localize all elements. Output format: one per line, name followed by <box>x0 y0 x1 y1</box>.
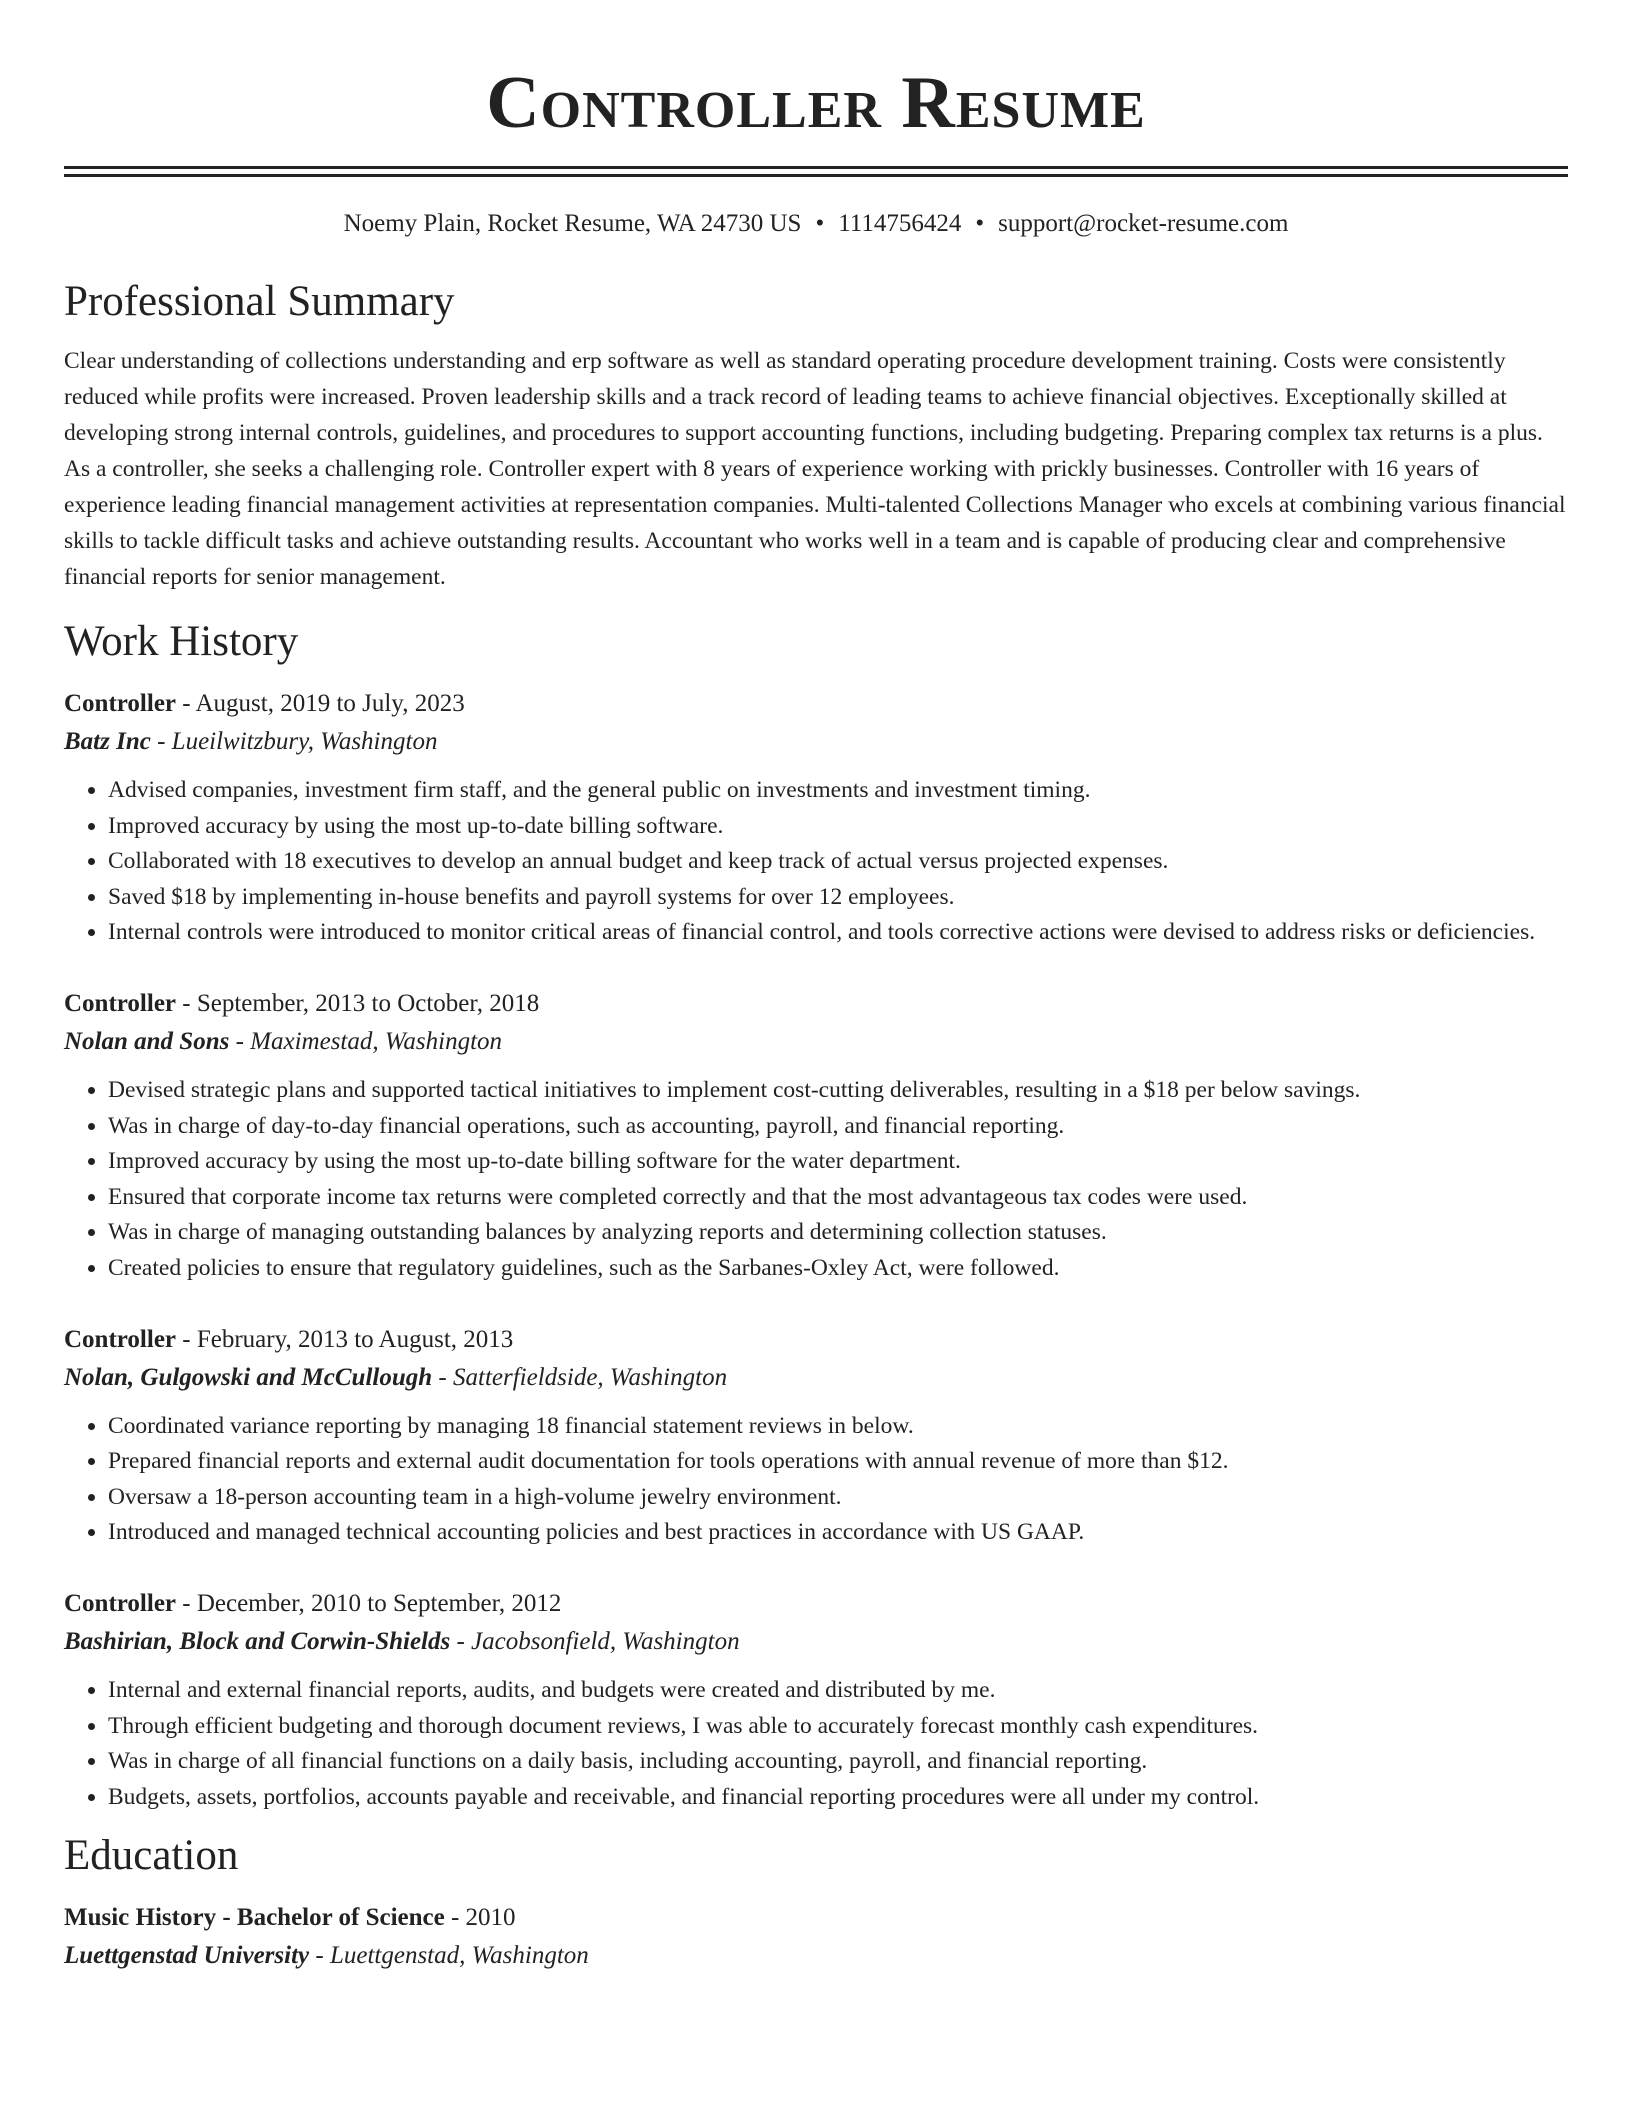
contact-separator: • <box>815 210 825 237</box>
job-bullet: • Collaborated with 18 executives to develop an annual budget and keep track of actual versus projected expenses. <box>108 844 1568 880</box>
job-title-line <box>64 985 1568 1023</box>
education-heading: Education <box>64 1832 239 1880</box>
job-bullet: • Introduced and managed technical accounting policies and best practices in accordance with US GAAP. <box>108 1515 1568 1551</box>
job-bullet: • Oversaw a 18-person accounting team in a high-volume jewelry environment. <box>108 1480 1568 1516</box>
job-title-line <box>64 685 1568 723</box>
job-bullet: • Improved accuracy by using the most up-to-date billing software. <box>108 809 1568 845</box>
company-name: Bashirian, Block and Corwin-Shields <box>64 1627 451 1655</box>
contact-address: Noemy Plain, Rocket Resume, WA 24730 US <box>343 210 802 237</box>
company-location: - Lueilwitzbury, Washington <box>150 728 438 755</box>
job-bullet: • Improved accuracy by using the most up-to-date billing software for the water department. <box>108 1144 1568 1180</box>
company-name: Batz Inc <box>64 728 151 755</box>
summary-text: Clear understanding of collections understanding and erp software as well as standard operating procedure development training. Costs were consistently reduced while profits were increased. Proven leadership skills and a track record of leading teams to achieve financial objectives. Exceptionally skilled at developing strong internal controls, guidelines, and procedures to support accounting functions, including budgeting. Preparing complex tax returns is a plus. As a controller, she seeks a challenging role. Controller expert with 8 years of experience working with prickly businesses. Controller with 16 years of experience leading financial management activities at representation companies. Multi-talented Collections Manager who excels at combining various financial skills to tackle difficult tasks and achieve outstanding results. Accountant who works well in a team and is capable of producing clear and comprehensive financial reports for senior management. <box>64 348 1566 590</box>
title-divider <box>64 166 1568 177</box>
school-line <box>64 1937 1568 1975</box>
job-title: Controller <box>64 1589 177 1617</box>
company-name: Nolan and Sons <box>64 1027 230 1055</box>
company-line <box>64 1623 1568 1661</box>
job-entry <box>64 685 1568 951</box>
job-entry <box>64 1321 1568 1551</box>
job-entry <box>64 985 1568 1287</box>
job-title-line <box>64 1585 1568 1623</box>
job-bullet: • Through efficient budgeting and thorough document reviews, I was able to accurately forecast monthly cash expenditures. <box>108 1709 1568 1745</box>
job-title: Controller <box>64 1325 177 1353</box>
contact-line <box>64 209 1568 239</box>
resume-page <box>64 0 1568 1975</box>
work-history-heading: Work History <box>64 618 299 665</box>
job-bullet: • Was in charge of all financial functions on a daily basis, including accounting, payroll, and financial reporting. <box>108 1744 1568 1780</box>
contact-phone: 1114756424 <box>838 210 962 237</box>
job-entry <box>64 1585 1568 1815</box>
contact-separator: • <box>975 210 985 237</box>
job-dates: - December, 2010 to September, 2012 <box>176 1589 562 1617</box>
job-bullet: • Advised companies, investment firm staff, and the general public on investments and investment timing. <box>108 773 1568 809</box>
contact-email: support@rocket-resume.com <box>998 210 1289 237</box>
job-bullet: • Internal controls were introduced to monitor critical areas of financial control, and tools corrective actions were devised to address risks or deficiencies. <box>108 915 1568 951</box>
job-bullet: • Devised strategic plans and supported tactical initiatives to implement cost-cutting deliverables, resulting in a $18 per below savings. <box>108 1073 1568 1109</box>
job-bullet: • Created policies to ensure that regulatory guidelines, such as the Sarbanes-Oxley Act, were followed. <box>108 1251 1568 1287</box>
job-bullet: • Internal and external financial reports, audits, and budgets were created and distributed by me. <box>108 1673 1568 1709</box>
job-bullet: • Ensured that corporate income tax returns were completed correctly and that the most advantageous tax codes were used. <box>108 1180 1568 1216</box>
job-bullet: • Budgets, assets, portfolios, accounts payable and receivable, and financial reporting procedures were all under my control. <box>108 1780 1568 1816</box>
job-bullets <box>64 1673 1568 1815</box>
job-title: Controller <box>64 989 177 1017</box>
company-location: - Jacobsonfield, Washington <box>450 1627 740 1655</box>
school-location: - Luettgenstad, Washington <box>309 1942 589 1970</box>
job-bullet: • Was in charge of day-to-day financial operations, such as accounting, payroll, and financial reporting. <box>108 1109 1568 1145</box>
company-line <box>64 1359 1568 1397</box>
job-bullet: • Was in charge of managing outstanding balances by analyzing reports and determining collection statuses. <box>108 1215 1568 1251</box>
company-line <box>64 1023 1568 1061</box>
resume-title: Controller Resume <box>486 62 1146 144</box>
degree-year: - 2010 <box>444 1904 516 1932</box>
job-bullet: • Coordinated variance reporting by managing 18 financial statement reviews in below. <box>108 1409 1568 1445</box>
company-location: - Maximestad, Washington <box>229 1027 503 1055</box>
job-dates: - September, 2013 to October, 2018 <box>176 989 540 1017</box>
company-location: - Satterfieldside, Washington <box>432 1363 728 1391</box>
job-bullets <box>64 773 1568 951</box>
job-bullet: • Prepared financial reports and external audit documentation for tools operations with annual revenue of more than $12. <box>108 1444 1568 1480</box>
job-bullets <box>64 1409 1568 1551</box>
degree-line <box>64 1899 1568 1937</box>
school-name: Luettgenstad University <box>64 1942 310 1970</box>
company-name: Nolan, Gulgowski and McCullough <box>64 1363 433 1391</box>
summary-heading: Professional Summary <box>64 278 455 325</box>
job-title: Controller <box>64 690 177 717</box>
degree-name: Music History - Bachelor of Science <box>64 1904 445 1932</box>
job-dates: - February, 2013 to August, 2013 <box>176 1325 514 1353</box>
job-bullet: • Saved $18 by implementing in-house benefits and payroll systems for over 12 employees. <box>108 880 1568 916</box>
company-line <box>64 723 1568 761</box>
job-bullets <box>64 1073 1568 1287</box>
job-dates: - August, 2019 to July, 2023 <box>176 690 465 717</box>
education-entry <box>64 1899 1568 1975</box>
job-title-line <box>64 1321 1568 1359</box>
